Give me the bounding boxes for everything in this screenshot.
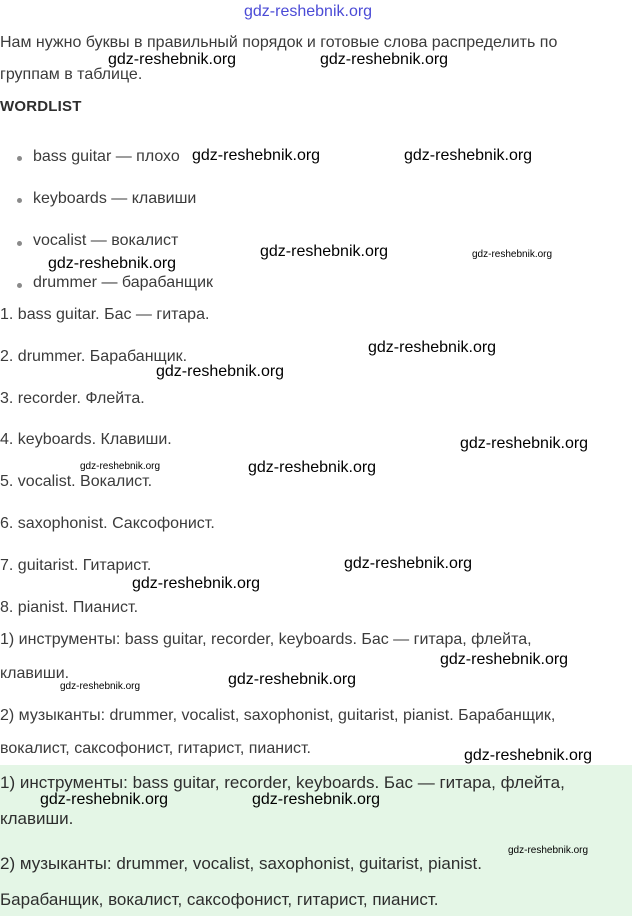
numbered-item: 8. pianist. Пианист. xyxy=(0,599,139,616)
wordlist-heading: WORDLIST xyxy=(0,98,82,115)
watermark: gdz-reshebnik.org xyxy=(404,147,533,164)
answer-instruments-line-2: клавиши. xyxy=(0,809,74,828)
watermark: gdz-reshebnik.org xyxy=(440,651,569,668)
watermark: gdz-reshebnik.org xyxy=(228,671,357,688)
watermark-small: gdz-reshebnik.org xyxy=(472,249,553,260)
group-musicians-line-2: вокалист, саксофонист, гитарист, пианист. xyxy=(0,740,311,757)
watermark: gdz-reshebnik.org xyxy=(156,363,285,380)
wordlist-item: drummer — барабанщик xyxy=(33,274,214,291)
bullet-icon xyxy=(17,283,22,288)
watermark: gdz-reshebnik.org xyxy=(132,575,261,592)
bullet-icon xyxy=(17,156,22,161)
watermark: gdz-reshebnik.org xyxy=(252,791,381,808)
watermark-small: gdz-reshebnik.org xyxy=(508,845,589,856)
group-musicians-line-1: 2) музыканты: drummer, vocalist, saxophonist, guitarist, pianist. Барабанщик, xyxy=(0,707,556,724)
bullet-icon xyxy=(17,198,22,203)
answer-musicians-line-2: Барабанщик, вокалист, саксофонист, гитарист, пианист. xyxy=(0,890,439,909)
wordlist-item: keyboards — клавиши xyxy=(33,190,197,207)
watermark: gdz-reshebnik.org xyxy=(260,243,389,260)
watermark: gdz-reshebnik.org xyxy=(320,51,449,68)
answer-instruments-line-1: 1) инструменты: bass guitar, recorder, keyboards. Бас — гитара, флейта, xyxy=(0,773,565,792)
answer-musicians-line-1: 2) музыканты: drummer, vocalist, saxophonist, guitarist, pianist. xyxy=(0,854,482,873)
wordlist-item: bass guitar — плохо xyxy=(33,148,180,165)
numbered-item: 6. saxophonist. Саксофонист. xyxy=(0,515,215,532)
watermark: gdz-reshebnik.org xyxy=(108,51,237,68)
watermark-small: gdz-reshebnik.org xyxy=(60,681,141,692)
numbered-item: 2. drummer. Барабанщик. xyxy=(0,348,188,365)
numbered-item: 5. vocalist. Вокалист. xyxy=(0,473,153,490)
group-instruments-line-1: 1) инструменты: bass guitar, recorder, keyboards. Бас — гитара, флейта, xyxy=(0,631,532,648)
bullet-icon xyxy=(17,241,22,246)
watermark: gdz-reshebnik.org xyxy=(40,791,169,808)
watermark-small: gdz-reshebnik.org xyxy=(80,461,161,472)
watermark: gdz-reshebnik.org xyxy=(48,255,177,272)
numbered-item: 4. keyboards. Клавиши. xyxy=(0,431,172,448)
watermark: gdz-reshebnik.org xyxy=(460,435,589,452)
watermark: gdz-reshebnik.org xyxy=(344,555,473,572)
intro-line-1: Нам нужно буквы в правильный порядок и готовые слова распределить по xyxy=(0,34,558,51)
numbered-item: 1. bass guitar. Бас — гитара. xyxy=(0,306,210,323)
group-instruments-line-2: клавиши. xyxy=(0,665,70,682)
site-watermark-top: gdz-reshebnik.org xyxy=(244,3,373,20)
watermark: gdz-reshebnik.org xyxy=(192,147,321,164)
wordlist-item: vocalist — вокалист xyxy=(33,232,179,249)
numbered-item: 3. recorder. Флейта. xyxy=(0,390,145,407)
watermark: gdz-reshebnik.org xyxy=(368,339,497,356)
numbered-item: 7. guitarist. Гитарист. xyxy=(0,557,152,574)
intro-line-2: группам в таблице. xyxy=(0,66,143,83)
watermark: gdz-reshebnik.org xyxy=(464,747,593,764)
answer-box xyxy=(0,765,632,916)
watermark: gdz-reshebnik.org xyxy=(248,459,377,476)
